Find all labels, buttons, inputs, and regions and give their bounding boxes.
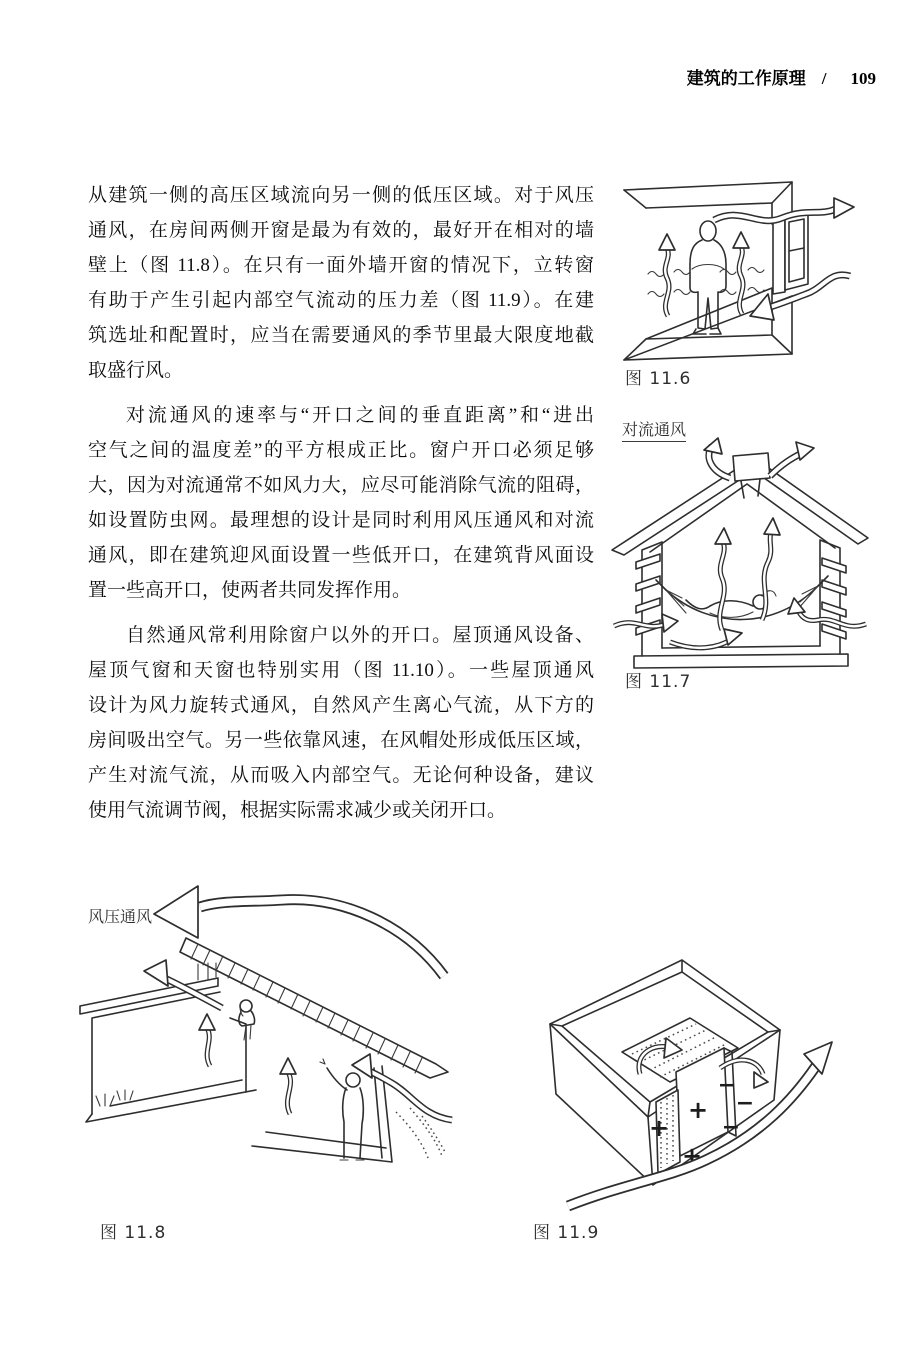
body-text-line: 置一些高开口，使两者共同发挥作用。 — [88, 580, 412, 601]
rising-air-arrow — [715, 528, 731, 630]
rising-air-arrow — [280, 1058, 296, 1114]
rising-air-arrow — [762, 518, 780, 620]
figure-11-6-caption: 图 11.6 — [625, 369, 692, 389]
body-text-line: 空气之间的温度差”的平方根成正比。窗户开口必须足够 — [88, 440, 594, 461]
header-separator: / — [821, 69, 827, 88]
body-text-line: 取盛行风。 — [88, 360, 184, 381]
rising-air-arrow — [659, 234, 675, 316]
figure-11-9-caption: 图 11.9 — [533, 1223, 600, 1243]
body-text-line: 通风，在房间两侧开窗是最为有效的，最好开在相对的墙 — [88, 220, 594, 241]
room-cutaway — [624, 182, 792, 360]
plus-sign: + — [648, 1114, 670, 1142]
paragraph-gap — [88, 388, 594, 398]
body-text-line: 自然通风常利用除窗户以外的开口。屋顶通风设备、 — [126, 625, 594, 646]
floor-air-arrow — [670, 629, 742, 648]
body-text-line: 从建筑一侧的高压区域流向另一侧的低压区域。对于风压 — [88, 185, 594, 206]
figure-11-9-illustration — [528, 950, 880, 1242]
body-text-line: 如设置防虫网。最理想的设计是同时利用风压通风和对流 — [88, 510, 594, 531]
louvered-walls — [634, 540, 848, 668]
right-room — [252, 1066, 392, 1162]
prevailing-wind-arrow — [154, 886, 444, 976]
figure-11-7-caption: 图 11.7 — [625, 672, 692, 692]
chapter-title: 建筑的工作原理 — [686, 69, 806, 88]
rising-air-arrow — [199, 1014, 215, 1066]
figure-11-8-caption: 图 11.8 — [100, 1223, 167, 1243]
roof-and-vent — [612, 453, 868, 555]
ridge-exit-arrow — [770, 442, 814, 476]
pivot-window — [773, 212, 808, 294]
body-text-line: 通风，即在建筑迎风面设置一些低开口，在建筑背风面设 — [88, 545, 594, 566]
figure-11-7-label: 对流通风 — [622, 417, 686, 442]
body-text-line: 设计为风力旋转式通风，自然风产生离心气流，从下方的 — [88, 695, 594, 716]
paragraph-gap — [88, 608, 594, 618]
body-text-line: 屋顶气窗和天窗也特别实用（图 11.10）。一些屋顶通风 — [88, 660, 594, 681]
figure-11-8-illustration — [70, 876, 482, 1206]
minus-sign: − — [735, 1091, 755, 1116]
plus-sign: + — [681, 1142, 703, 1170]
outflow-wind-arrow — [714, 198, 854, 221]
body-text-line: 房间吸出空气。另一些依靠风速，在风帽处形成低压区域， — [88, 730, 594, 751]
text-column — [88, 178, 594, 828]
body-text-line: 使用气流调节阀，根据实际需求减少或关闭开口。 — [88, 800, 507, 821]
minus-sign: − — [721, 1115, 741, 1140]
ridge-exit-arrow — [704, 438, 730, 478]
minus-sign: − — [717, 1073, 737, 1098]
body-text-line: 有助于产生引起内部空气流动的压力差（图 11.9）。在建 — [88, 290, 594, 311]
figure-11-7-illustration — [610, 438, 872, 670]
body-text-line: 大，因为对流通常不如风力大，应尽可能消除气流的阻碍， — [88, 475, 594, 496]
person-figure — [690, 221, 726, 334]
body-text-line: 对流通风的速率与“开口之间的垂直距离”和“进出 — [126, 405, 594, 426]
plus-sign: + — [687, 1096, 709, 1124]
body-text-line: 产生对流气流，从而吸入内部空气。无论何种设备，建议 — [88, 765, 594, 786]
figure-11-6-illustration — [616, 176, 858, 362]
page-header — [687, 64, 876, 89]
body-text-line: 壁上（图 11.8）。在只有一面外墙开窗的情况下，立转窗 — [88, 255, 594, 276]
page-number: 109 — [850, 69, 876, 88]
body-text-line: 筑选址和配置时，应当在需要通风的季节里最大限度地截 — [88, 325, 594, 346]
figure-11-8-label: 风压通风 — [88, 907, 153, 926]
